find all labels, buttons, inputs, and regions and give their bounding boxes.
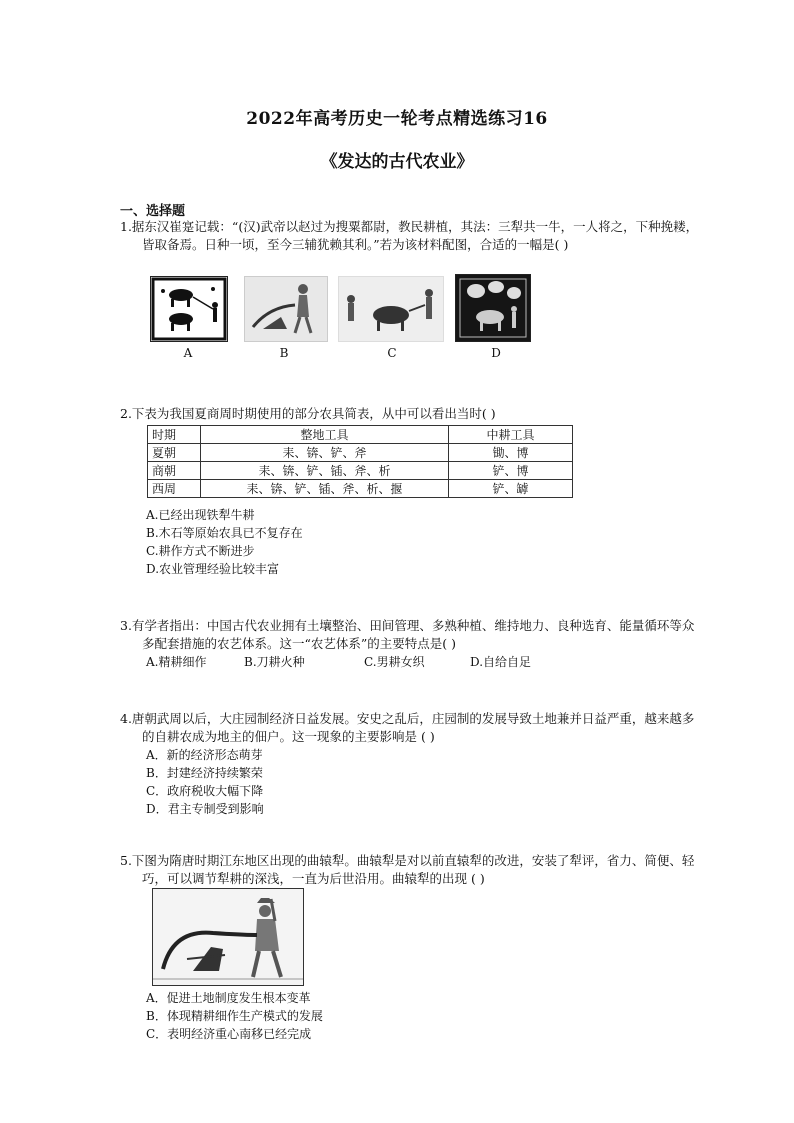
table-cell: 铲、罅: [449, 480, 573, 498]
option-b[interactable]: B．封建经济持续繁荣: [146, 766, 263, 780]
question-1: [120, 218, 700, 254]
option-c-image: [338, 276, 444, 342]
option-a-image: [150, 276, 228, 342]
question-5-options: [120, 989, 700, 1043]
option-b[interactable]: B.木石等原始农具已不复存在: [146, 526, 303, 540]
table-cell: 耒、锛、铲、锸、斧、析: [201, 462, 449, 480]
table-header: 整地工具: [201, 426, 449, 444]
question-1-stem: 1.据东汉崔寔记载：“(汉)武帝以赵过为搜粟都尉，教民耕植，其法：三犁共一牛，一人将之，下种挽耧，皆取备焉。日种一顷，至今三辅犹赖其利。”若为该材料配图，合适的一幅是( ): [120, 219, 699, 252]
option-a[interactable]: A．促进土地制度发生根本变革: [146, 991, 311, 1005]
option-c[interactable]: C.耕作方式不断进步: [146, 544, 255, 558]
question-2: [120, 405, 700, 423]
option-c-label: C: [387, 346, 397, 360]
question-4: [120, 710, 700, 818]
option-b-label: B: [279, 346, 289, 360]
option-c[interactable]: C．表明经济重心南移已经完成: [146, 1027, 312, 1041]
option-d-image: [455, 274, 531, 342]
table-row: [148, 444, 573, 462]
table-row: [148, 462, 573, 480]
table-cell: 耒、锛、铲、斧: [201, 444, 449, 462]
question-4-stem: 4.唐朝武周以后，大庄园制经济日益发展。安史之乱后，庄园制的发展导致土地兼并日益严重，越来越多的自耕农成为地主的佃户。这一现象的主要影响是 ( ): [120, 711, 695, 744]
question-3-stem: 3.有学者指出：中国古代农业拥有土壤整治、田间管理、多熟种植、维持地力、良种选育、能量循环等众多配套措施的农艺体系。这一“农艺体系”的主要特点是( ): [120, 618, 695, 651]
option-d-label: D: [491, 346, 501, 360]
option-a-label: A: [183, 346, 193, 360]
table-cell: 夏朝: [148, 444, 201, 462]
option-d[interactable]: D.农业管理经验比较丰富: [146, 562, 280, 576]
table-cell: 铲、博: [449, 462, 573, 480]
option-c[interactable]: C．政府税收大幅下降: [146, 784, 264, 798]
option-b[interactable]: B．体现精耕细作生产模式的发展: [146, 1009, 323, 1023]
question-3: [120, 617, 700, 671]
question-2-options: [120, 506, 700, 578]
page-title: 2022年高考历史一轮考点精选练习16: [246, 109, 548, 129]
question-2-stem: 2.下表为我国夏商周时期使用的部分农具简表，从中可以看出当时( ): [120, 406, 496, 421]
table-cell: 商朝: [148, 462, 201, 480]
option-a[interactable]: A.精耕细作: [146, 655, 207, 669]
option-b[interactable]: B.刀耕火种: [244, 655, 305, 669]
table-cell: 西周: [148, 480, 201, 498]
option-b-image: [244, 276, 328, 342]
table-header: 时期: [148, 426, 201, 444]
option-a[interactable]: A.已经出现铁犁牛耕: [146, 508, 255, 522]
option-a[interactable]: A．新的经济形态萌芽: [146, 748, 263, 762]
table-cell: 锄、博: [449, 444, 573, 462]
farm-tools-table: [147, 425, 573, 498]
table-row: [148, 480, 573, 498]
option-d[interactable]: D．君主专制受到影响: [146, 802, 264, 816]
option-c[interactable]: C.男耕女织: [364, 655, 425, 669]
curved-plough-image: [152, 888, 304, 986]
question-5-stem: 5.下图为隋唐时期江东地区出现的曲辕犁。曲辕犁是对以前直辕犁的改进，安装了犁评，省力、简便、轻巧，可以调节犁耕的深浅，一直为后世沿用。曲辕犁的出现 ( ): [120, 853, 695, 886]
question-5: [120, 852, 700, 888]
option-d[interactable]: D.自给自足: [470, 655, 532, 669]
question-3-options: [120, 653, 700, 671]
table-header-row: [148, 426, 573, 444]
table-cell: 耒、锛、铲、锸、斧、析、揠: [201, 480, 449, 498]
page-subtitle: 《发达的古代农业》: [320, 152, 474, 172]
section-heading: 一、选择题: [120, 204, 186, 219]
table-header: 中耕工具: [449, 426, 573, 444]
